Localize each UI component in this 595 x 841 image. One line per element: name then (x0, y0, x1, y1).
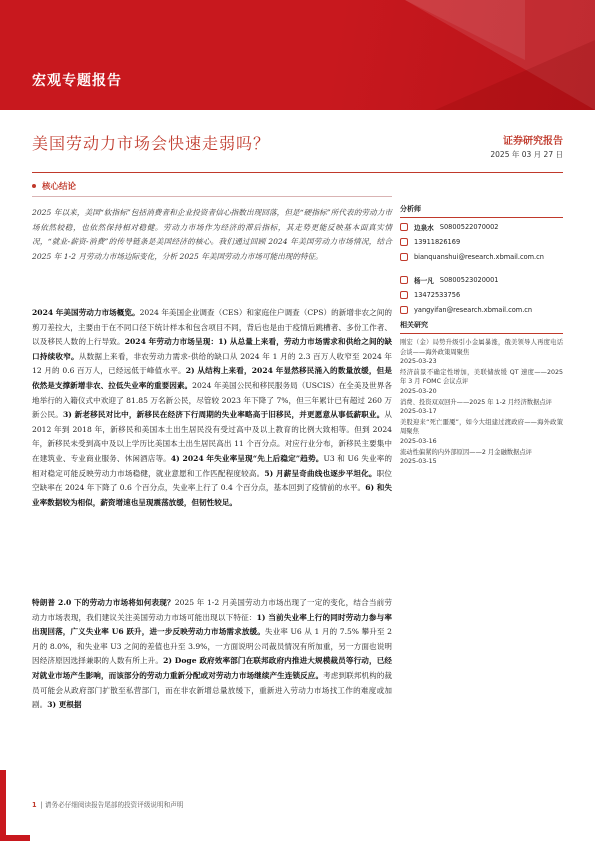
analyst-email-row (400, 251, 563, 263)
phone-icon (400, 238, 408, 246)
corner-decoration (0, 835, 30, 841)
summary-paragraph: 2025 年以来，美国“软指标”包括消费者和企业投资者信心指数出现回落，但是“硬指标”所代表的劳动力市场依然较稳，也依然保持相对稳健。劳动力市场作为经济的滞后指标，其走势更能反映基本面真实情况，“就业-薪资-消费”的传导链条是美国经济的核心。我们通过回顾 2024 年美国劳动力市场情况，结合 2025 年 1-2 月劳动力市场边际变化，分析 2025 年美国劳动力市场可能出现的特征。 (32, 208, 392, 261)
paragraph-emphasis: 5) 月薪呈奇曲线也逐步平坦化。 (264, 468, 377, 478)
related-item[interactable] (400, 368, 563, 397)
header-banner (0, 0, 595, 110)
analyst-email[interactable]: yangyifan@research.xbmail.com.cn (414, 306, 533, 314)
related-item[interactable] (400, 448, 563, 467)
analyst-name: 杨一凡 (414, 277, 434, 285)
analyst-entry (400, 221, 563, 263)
paragraph-text: 失业率 U6 从 1 月的 7.5% 攀升至 2 月的 8.0%，和失业率 U3 之间的差值也升至 3.9%，一方面说明公司裁员情况有所加重，另一方面也说明因经济原因选择兼职的人数有所上升。 (32, 627, 392, 666)
related-item-title: 消费、投资双双回升——2025 年 1-2 月经济数据点评 (400, 398, 552, 406)
analyst-name-row (400, 221, 563, 233)
related-research-panel (400, 320, 563, 468)
analyst-phone-row (400, 289, 563, 301)
analyst-name: 边泉水 (414, 224, 434, 232)
analyst-entry (400, 274, 563, 316)
paragraph-emphasis: 1) 当前失业率上行的同时劳动力参与率出现回落，广义失业率 U6 跃升，进一步反映劳动力市场需求放缓。 (32, 612, 392, 637)
paragraph-trump-outlook (32, 596, 392, 713)
analyst-email[interactable]: bianquanshui@research.xbmail.com.cn (414, 253, 544, 261)
analyst-name-row (400, 274, 563, 286)
analyst-license: S0800522070002 (439, 223, 499, 231)
related-heading: 相关研究 (400, 320, 563, 334)
related-item-date: 2025-03-20 (400, 387, 437, 395)
core-section-label: 核心结论 (42, 182, 77, 192)
corner-decoration (0, 770, 6, 841)
related-item[interactable] (400, 418, 563, 447)
person-icon (400, 276, 408, 284)
paragraph-emphasis: 2) Doge 政府效率部门在联邦政府内推进大规模裁员等行动，已经对就业市场产生影响，而该部分的劳动力重新分配或对劳动力市场继续产生连锁反应。 (32, 656, 393, 680)
related-item-date: 2025-03-16 (400, 437, 437, 445)
mail-icon (400, 306, 408, 314)
paragraph-lead: 2024 年美国劳动力市场概览。 (32, 308, 140, 317)
analyst-email-row (400, 304, 563, 316)
paragraph-text: 2024 年美国公民和移民服务局（USCIS）在全美及世界各地举行的入籍仪式中欢迎了 81.85 万名新公民，尽管较 2023 年下降了 7%，但三年累计已有超过 260 万新公民。 (32, 380, 392, 420)
related-item-title: 美股迎来“死亡噩魇”，如今大组建过渡政府——海外政策周聚焦 (400, 418, 563, 436)
paragraph-emphasis: 2024 年劳动力市场呈现：1) 从总量上来看，劳动力市场需求和供给之间的缺口持续收窄。 (32, 337, 392, 361)
core-section-heading (32, 180, 392, 197)
related-item-title: 经济前景不确定性增加，美联储放缓 QT 速度——2025 年 3 月 FOMC 会议点评 (400, 368, 563, 386)
bullet-icon (32, 184, 36, 188)
related-item-title: 流动性偏紧的内外部原因——2 月金融数据点评 (400, 448, 532, 456)
person-icon (400, 223, 408, 231)
paragraph-emphasis: 4) 2024 年失业率呈现“先上后稳定”趋势。 (170, 453, 324, 463)
paragraph-text: 2025 年 1-2 月美国劳动力市场出现了一定的变化，结合当前劳动力市场表现，我们建议关注美国劳动力市场可能出现以下特征： (32, 598, 393, 622)
phone-icon (400, 291, 408, 299)
title-divider (32, 172, 563, 173)
page-footer: 1 | 请务必仔细阅读报告尾部的投资评级说明和声明 (32, 801, 184, 809)
report-date: 2025 年 03 月 27 日 (490, 150, 563, 159)
paragraph-emphasis: 3) 新老移民对比中，新移民在经济下行周期的失业率略高于旧移民，并更愿意从事低薪职业。 (62, 410, 385, 420)
banner-decoration (435, 40, 595, 110)
disclaimer-note: 请务必仔细阅读报告尾部的投资评级说明和声明 (44, 801, 184, 809)
paragraph-emphasis: 6) 和失业率数据较为相似，薪资增速也呈现震荡放缓，但韧性较足。 (32, 483, 392, 507)
related-item-title: 刚宏（金）局势升级引小金属暴涨，俄美领导人再度电话会谈——海外政策周聚焦 (400, 339, 563, 356)
paragraph-text: 2024 年美国企业调查（CES）和家庭住户调查（CPS）的新增非农之间的剪刀差拉大，主要由于在不同口径下统计样本和包含项目不同，背后也是由于疫情后跳槽者、多份工作者、以及移民人数的上行导致。 (32, 308, 392, 347)
page-number: 1 (32, 801, 37, 809)
report-category: 宏观专题报告 (32, 73, 122, 89)
analyst-phone: 13472533756 (414, 291, 461, 299)
analyst-panel (400, 204, 563, 316)
analyst-license: S0800523020001 (439, 276, 499, 284)
paragraph-labor-overview (32, 306, 392, 510)
paragraph-text: 从数据上来看，非农劳动力需求-供给的缺口从 2024 年 1 月的 2.3 百万人收窄至 2024 年 12 月的 0.6 百万人，已经远低于峰值水平。 (32, 351, 393, 376)
related-item-date: 2025-03-23 (400, 358, 437, 366)
paragraph-text: 职位空缺率在 2024 年下降了 0.6 个百分点，失业率上行了 0.4 个百分点，基本回到了疫情前的水平。 (32, 468, 392, 493)
related-item[interactable] (400, 338, 563, 367)
paragraph-text: 从 2012 年到 2018 年，新移民和美国本土出生居民没有受过高中及以上教育的比例大致相等。但到 2024 年，新移民未受到高中及以上学历比美国本土出生居民高出 11 个百分点。对应行业分布，新移民主要集中在建筑业、专业商业服务、休闲酒店等。 (32, 410, 393, 463)
related-list (400, 338, 563, 467)
mail-icon (400, 253, 408, 261)
analyst-phone-row (400, 236, 563, 248)
paragraph-text: 考虑到联邦机构的裁员可能会从政府部门扩散至私营部门，而在非农新增总量放缓下，重新进入劳动力市场找工作的难度或加剧。 (32, 670, 393, 710)
related-item-date: 2025-03-15 (400, 458, 437, 466)
related-item-date: 2025-03-17 (400, 408, 437, 416)
paragraph-emphasis: 2) 从结构上来看，2024 年显然移民涌入的数量放缓，但是依然是支撑新增非农、拉低失业率的重要因素。 (32, 366, 392, 390)
brand-label: 证券研究报告 (503, 136, 563, 147)
analyst-phone: 13911826169 (414, 238, 461, 246)
related-item[interactable] (400, 398, 563, 417)
report-title: 美国劳动力市场会快速走弱吗？ (32, 134, 271, 153)
paragraph-emphasis: 3) 更根据 (47, 700, 82, 710)
analysts-heading: 分析师 (400, 204, 563, 218)
paragraph-lead: 特朗普 2.0 下的劳动力市场将如何表现？ (32, 598, 175, 607)
paragraph-text: U3 和 U6 失业率的相对稳定可能反映劳动力市场稳健，就业意愿和工作匹配程度较高。 (32, 453, 392, 478)
